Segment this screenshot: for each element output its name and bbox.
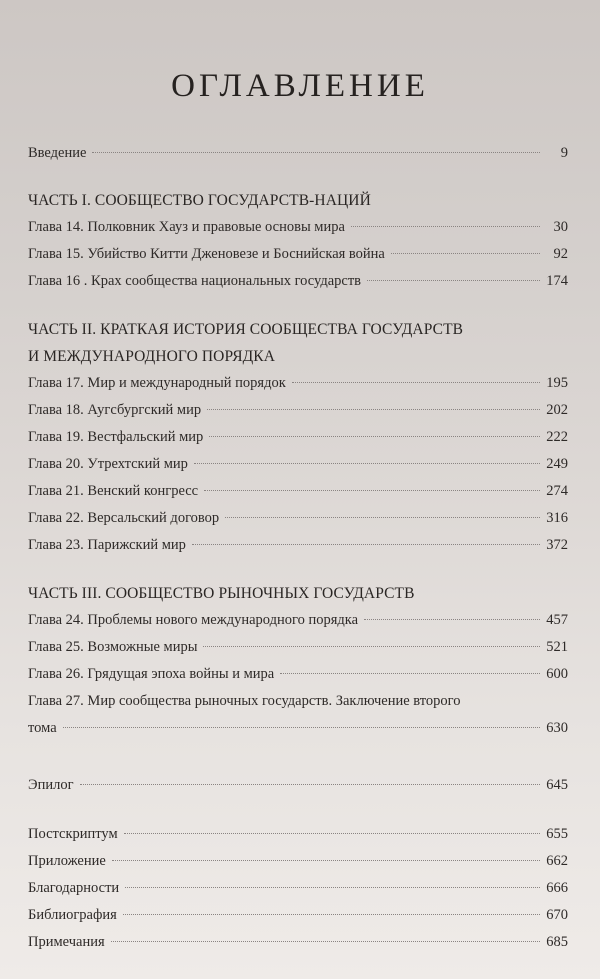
toc-entry-chapter-27[interactable] (28, 688, 568, 742)
toc-entry-postscript[interactable] (28, 821, 568, 848)
dot-leader (204, 490, 540, 491)
entry-label: Глава 16 . Крах сообщества национальных государств (28, 273, 362, 289)
entry-label: Глава 14. Полковник Хауз и правовые основы мира (28, 219, 345, 235)
dot-leader (111, 941, 540, 942)
entry-label: Примечания (28, 934, 105, 950)
entry-label: Введение (28, 145, 87, 161)
dot-leader (207, 409, 540, 410)
entry-label: Глава 20. Утрехтский мир (28, 456, 188, 472)
toc-entry-chapter-23[interactable] (28, 532, 568, 559)
toc-entry-acknowledgements[interactable] (28, 875, 568, 902)
toc-entry-chapter-25[interactable] (28, 634, 568, 661)
entry-label: Глава 21. Венский конгресс (28, 483, 199, 499)
toc-entry-appendix[interactable] (28, 848, 568, 875)
entry-page-number: 685 (546, 934, 568, 950)
entry-page-number: 645 (546, 777, 568, 793)
part-heading-continued[interactable]: И МЕЖДУНАРОДНОГО ПОРЯДКА (28, 348, 276, 365)
entry-page-number: 195 (546, 375, 568, 391)
toc-entry-chapter-21[interactable] (28, 478, 568, 505)
dot-leader (125, 887, 540, 888)
toc-entry-chapter-22[interactable] (28, 505, 568, 532)
dot-leader (194, 463, 540, 464)
entry-continuation (28, 715, 568, 742)
entry-label: Глава 25. Возможные миры (28, 639, 198, 655)
toc-entry-chapter-18[interactable] (28, 397, 568, 424)
entry-page-number: 372 (546, 537, 568, 553)
entry-label: Глава 22. Версальский договор (28, 510, 220, 526)
dot-leader (80, 784, 540, 785)
dot-leader (123, 914, 540, 915)
entry-page-number: 655 (546, 826, 568, 842)
part-1-section (28, 187, 568, 295)
part-heading[interactable]: ЧАСТЬ I. СООБЩЕСТВО ГОСУДАРСТВ-НАЦИЙ (28, 192, 371, 209)
toc-entry-chapter-26[interactable] (28, 661, 568, 688)
dot-leader (112, 860, 540, 861)
entry-page-number: 670 (546, 907, 568, 923)
entry-page-number: 174 (546, 273, 568, 289)
toc-entry-chapter-20[interactable] (28, 451, 568, 478)
entry-page-number: 274 (546, 483, 568, 499)
dot-leader (280, 673, 540, 674)
dot-leader (292, 382, 540, 383)
part-2-section (28, 316, 568, 559)
toc-entry-chapter-24[interactable] (28, 607, 568, 634)
entry-page-number: 202 (546, 402, 568, 418)
entry-label: тома (28, 720, 57, 736)
part-3-section (28, 580, 568, 742)
entry-page-number: 630 (546, 720, 568, 736)
toc-entry-introduction[interactable] (28, 140, 568, 167)
entry-label: Глава 19. Вестфальский мир (28, 429, 204, 445)
toc-entry-chapter-17[interactable] (28, 370, 568, 397)
toc-entry-chapter-14[interactable] (28, 214, 568, 241)
entry-label: Глава 23. Парижский мир (28, 537, 186, 553)
entry-label: Глава 15. Убийство Китти Дженовезе и Боснийская война (28, 246, 385, 262)
dot-leader (351, 226, 540, 227)
entry-label: Глава 26. Грядущая эпоха войны и мира (28, 666, 275, 682)
entry-label: Постскриптум (28, 826, 118, 842)
entry-page-number: 662 (546, 853, 568, 869)
entry-label: Глава 18. Аугсбургский мир (28, 402, 202, 418)
entry-page-number: 521 (546, 639, 568, 655)
dot-leader (364, 619, 540, 620)
dot-leader (92, 152, 540, 153)
toc-entry-bibliography[interactable] (28, 902, 568, 929)
entry-page-number: 666 (546, 880, 568, 896)
toc-entry-chapter-15[interactable] (28, 241, 568, 268)
entry-page-number: 9 (560, 145, 568, 161)
dot-leader (225, 517, 540, 518)
entry-label: Благодарности (28, 880, 120, 896)
entry-page-number: 222 (546, 429, 568, 445)
entry-label-line1: Глава 27. Мир сообщества рыночных государств. Заключение второго (28, 693, 461, 709)
entry-label: Глава 17. Мир и международный порядок (28, 375, 286, 391)
entry-page-number: 316 (546, 510, 568, 526)
entry-label: Библиография (28, 907, 117, 923)
toc-entry-notes[interactable] (28, 929, 568, 956)
entry-page-number: 249 (546, 456, 568, 472)
entry-label: Глава 24. Проблемы нового международного порядка (28, 612, 359, 628)
dot-leader (209, 436, 540, 437)
page-title: ОГЛАВЛЕНИЕ (171, 68, 429, 105)
entry-label: Приложение (28, 853, 106, 869)
toc-entry-chapter-16[interactable] (28, 268, 568, 295)
entry-page-number: 30 (553, 219, 568, 235)
entry-label: Эпилог (28, 777, 74, 793)
toc-entry-epilog[interactable] (28, 772, 568, 799)
entry-page-number: 457 (546, 612, 568, 628)
dot-leader (63, 727, 540, 728)
dot-leader (192, 544, 540, 545)
dot-leader (203, 646, 540, 647)
entry-page-number: 600 (546, 666, 568, 682)
table-of-contents (28, 140, 568, 956)
part-heading[interactable]: ЧАСТЬ II. КРАТКАЯ ИСТОРИЯ СООБЩЕСТВА ГОСУДАРСТВ (28, 321, 464, 338)
dot-leader (391, 253, 540, 254)
back-matter-section (28, 821, 568, 956)
entry-page-number: 92 (553, 246, 568, 262)
part-heading[interactable]: ЧАСТЬ III. СООБЩЕСТВО РЫНОЧНЫХ ГОСУДАРСТВ (28, 585, 415, 602)
toc-entry-chapter-19[interactable] (28, 424, 568, 451)
dot-leader (367, 280, 540, 281)
dot-leader (124, 833, 540, 834)
